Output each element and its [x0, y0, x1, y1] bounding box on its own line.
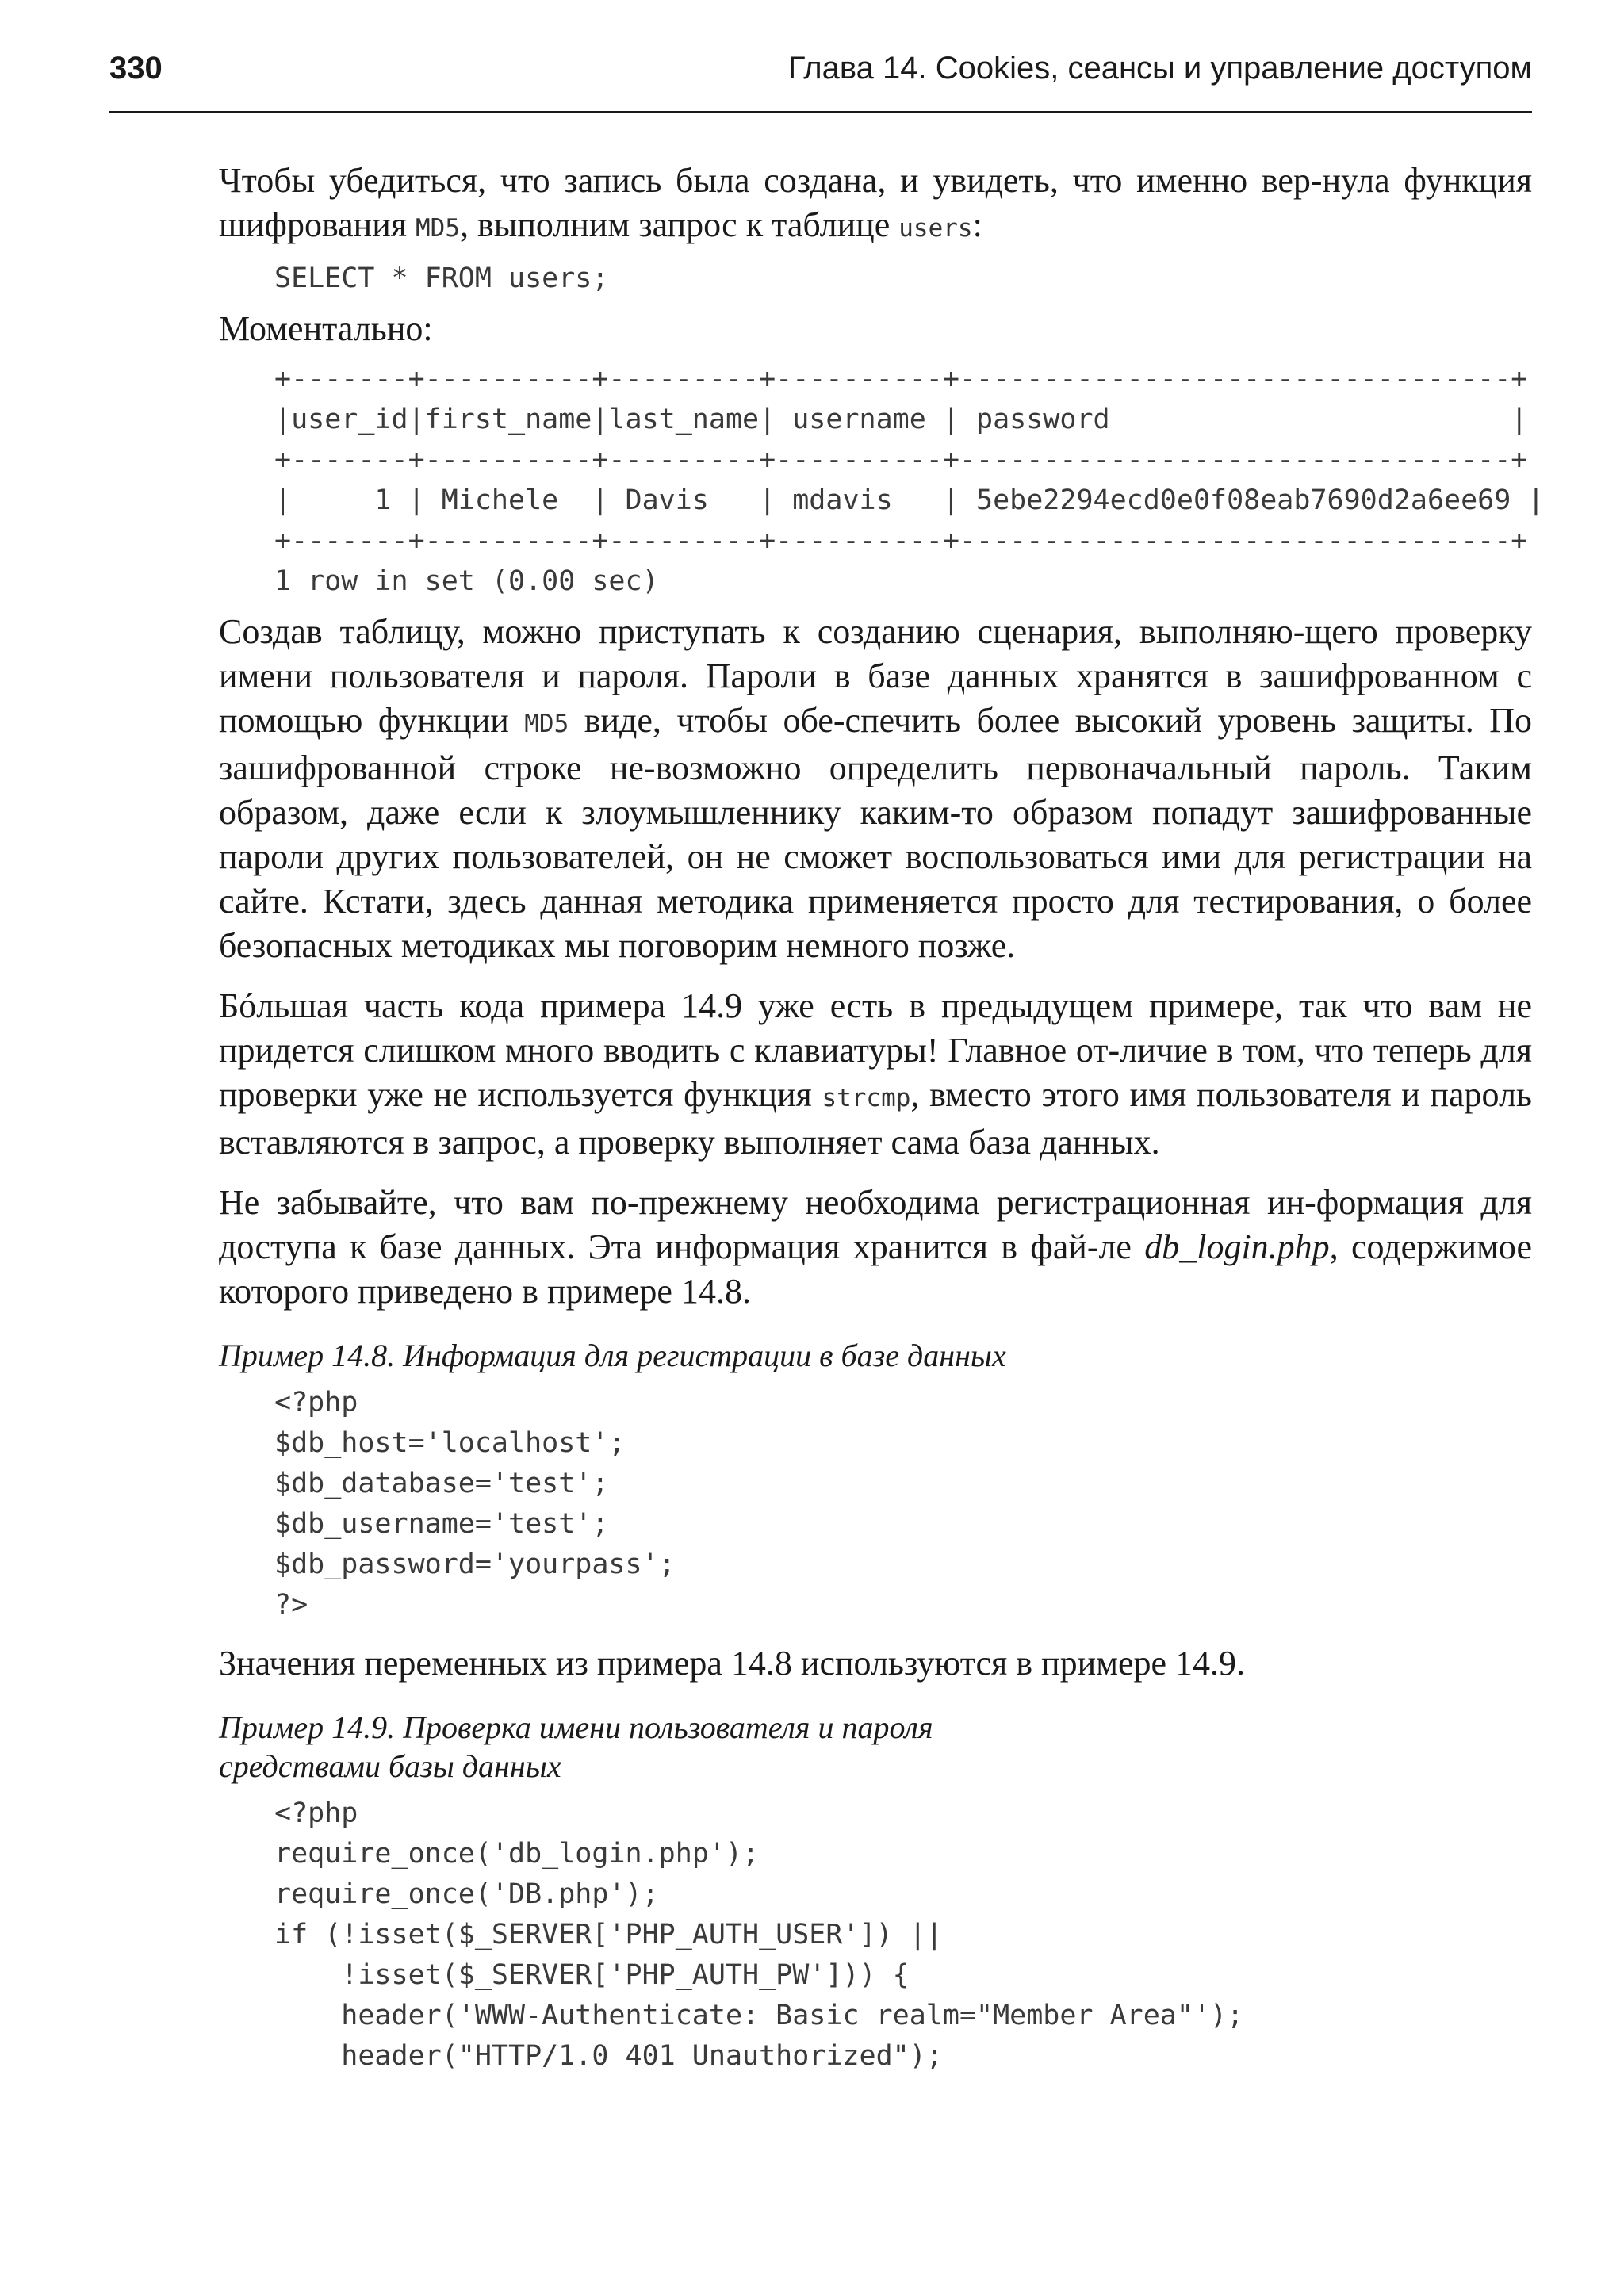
page-number: 330	[109, 51, 163, 86]
caption-line-1: Пример 14.9. Проверка имени пользователя и пароля	[219, 1709, 933, 1745]
caption-example-148: Пример 14.8. Информация для регистрации в базе данных	[219, 1338, 1006, 1373]
caption-line-2: средствами базы данных	[219, 1748, 561, 1784]
code-example-149: <?php require_once('db_login.php'); require_once('DB.php'); if (!isset($_SERVER['PHP_AUTH_USER']) || !isset($_SERVER['PHP_AUTH_PW'])) { header('WWW-Authenticate: Basic realm="Member Area"'); header("HTTP/1.0 401 Unauthorized");	[274, 1797, 1244, 2072]
chapter-title: Глава 14. Cookies, сеансы и управление доступом	[787, 51, 1532, 86]
paragraph-intro: Чтобы убедиться, что запись была создана, и увидеть, что именно вер-нула функция шифрования MD5, выполним запрос к таблице users:	[219, 161, 1532, 244]
code-example-148: <?php $db_host='localhost'; $db_database='test'; $db_username='test'; $db_password='yourpass'; ?>	[274, 1387, 676, 1621]
inline-code-users: users	[898, 214, 973, 243]
paragraph-example-149-intro: Бóльшая часть кода примера 14.9 уже есть в предыдущем примере, так что вам не придется слишком много вводить с клавиатуры! Главное от-личие в том, что теперь для проверки уже не используется функция strcmp, вместо этого имя пользователя и пароль вставляются в запрос, а проверку выполняет сама база данных.	[219, 986, 1532, 1162]
paragraph-variables-usage: Значения переменных из примера 14.8 используются в примере 14.9.	[219, 1644, 1246, 1683]
paragraph-momentally: Моментально:	[219, 309, 433, 348]
filename-db-login: db_login.php	[1144, 1227, 1330, 1266]
caption-example-149	[219, 1708, 1532, 1786]
inline-code-strcmp: strcmp	[822, 1084, 911, 1112]
code-query-result: +-------+----------+---------+----------+---------------------------------+ |user_id|first_name|last_name| username | password | +-------+----------+---------+----------+---------------------------------+ | 1 | Michele | Davis | mdavis | 5ebe2294ecd0e0f08eab7690d2a6ee69 | +-------+----------+---------+----------+---------------------------------+ 1 row in set (0.00 sec)	[274, 363, 1545, 597]
paragraph-db-login: Не забывайте, что вам по-прежнему необходима регистрационная ин-формация для доступа к базе данных. Эта информация хранится в фай-ле db_login.php, содержимое которого приведено в примере 14.8.	[219, 1183, 1532, 1311]
inline-code-md5: MD5	[524, 710, 569, 738]
code-select-query: SELECT * FROM users;	[274, 262, 609, 294]
page-header	[109, 44, 1532, 113]
paragraph-md5-explanation: Создав таблицу, можно приступать к созданию сценария, выполняю-щего проверку имени пользователя и пароля. Пароли в базе данных хранятся в зашифрованном с помощью функции MD5 виде, чтобы обе-спечить более высокий уровень защиты. По зашифрованной строке не-возможно определить первоначальный пароль. Таким образом, даже если к злоумышленнику каким-то образом попадут зашифрованные пароли других пользователей, он не сможет воспользоваться ими для регистрации на сайте. Кстати, здесь данная методика применяется просто для тестирования, о более безопасных методиках мы поговорим немного позже.	[219, 612, 1532, 965]
page-body	[219, 159, 1545, 2077]
inline-code-md5: MD5	[416, 214, 460, 243]
